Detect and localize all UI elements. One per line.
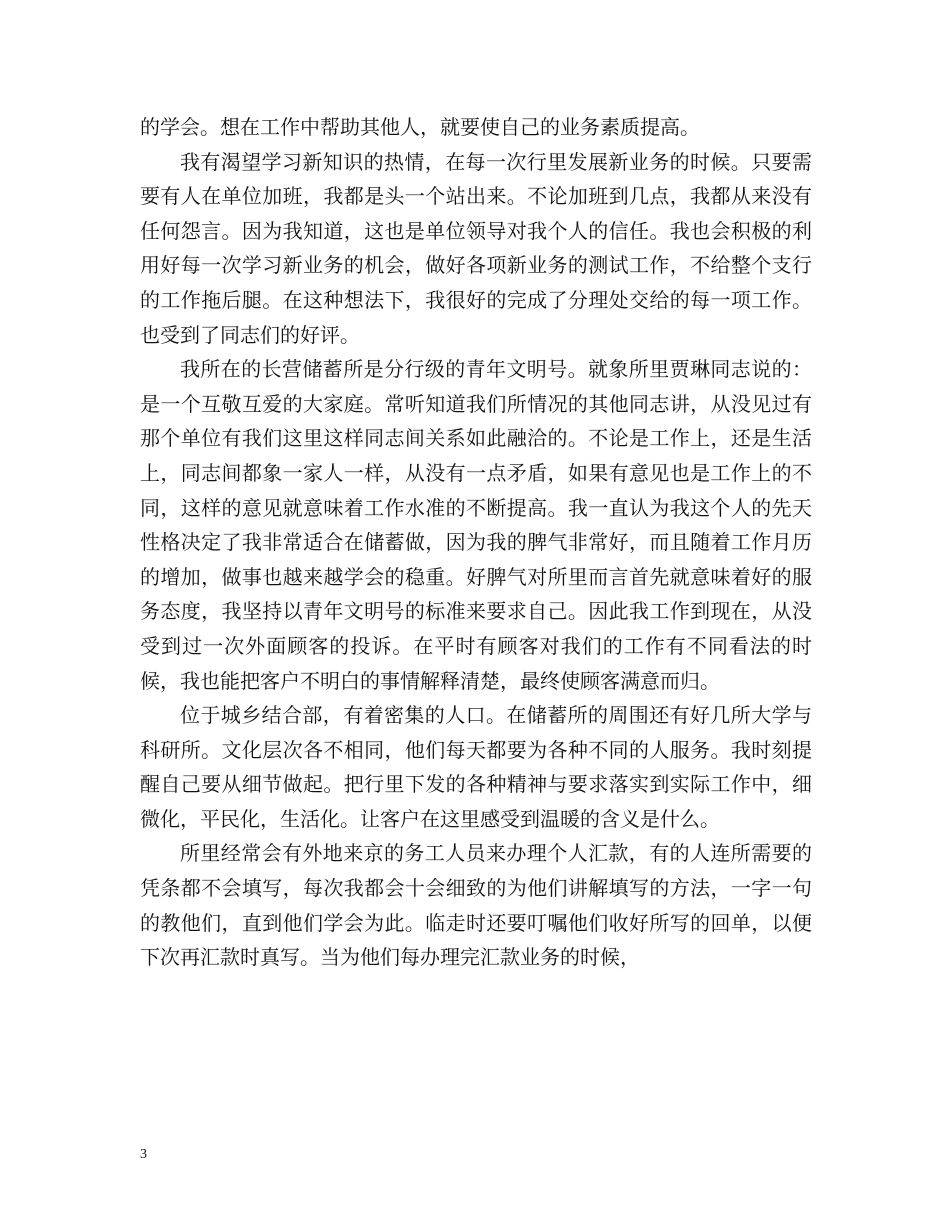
paragraph: 我所在的长营储蓄所是分行级的青年文明号。就象所里贾琳同志说的：是一个互敬互爱的大家庭。常听知道我们所情况的其他同志讲，从没见过有那个单位有我们这里这样同志间关系如此融洽的。不论是工作上，还是生活上，同志间都象一家人一样，从没有一点矛盾，如果有意见也是工作上的不同，这样的意见就意味着工作水准的不断提高。我一直认为我这个人的先天性格决定了我非常适合在储蓄做，因为我的脾气非常好，而且随着工作月历的增加，做事也越来越学会的稳重。好脾气对所里而言首先就意味着好的服务态度，我坚持以青年文明号的标准来要求自己。因此我工作到现在，从没受到过一次外面顾客的投诉。在平时有顾客对我们的工作有不同看法的时候，我也能把客户不明白的事情解释清楚，最终使顾客满意而归。 bbox=[140, 357, 812, 693]
paragraph: 所里经常会有外地来京的务工人员来办理个人汇款，有的人连所需要的凭条都不会填写，每次我都会十会细致的为他们讲解填写的方法，一字一句的教他们，直到他们学会为此。临走时还要叮嘱他们收好所写的回单，以便下次再汇款时真写。当为他们每办理完汇款业务的时候， bbox=[140, 841, 812, 970]
paragraph: 我有渴望学习新知识的热情，在每一次行里发展新业务的时候。只要需要有人在单位加班，我都是头一个站出来。不论加班到几点，我都从来没有任何怨言。因为我知道，这也是单位领导对我个人的信任。我也会积极的利用好每一次学习新业务的机会，做好各项新业务的测试工作，不给整个支行的工作拖后腿。在这种想法下，我很好的完成了分理处交给的每一项工作。也受到了同志们的好评。 bbox=[140, 149, 812, 347]
paragraph: 位于城乡结合部，有着密集的人口。在储蓄所的周围还有好几所大学与科研所。文化层次各不相同，他们每天都要为各种不同的人服务。我时刻提醒自己要从细节做起。把行里下发的各种精神与要求落实到实际工作中，细微化，平民化，生活化。让客户在这里感受到温暖的含义是什么。 bbox=[140, 703, 812, 831]
paragraph-continuation: 的学会。想在工作中帮助其他人，就要使自己的业务素质提高。 bbox=[140, 115, 700, 139]
page-number: 3 bbox=[140, 1147, 147, 1162]
page-body bbox=[140, 110, 812, 975]
